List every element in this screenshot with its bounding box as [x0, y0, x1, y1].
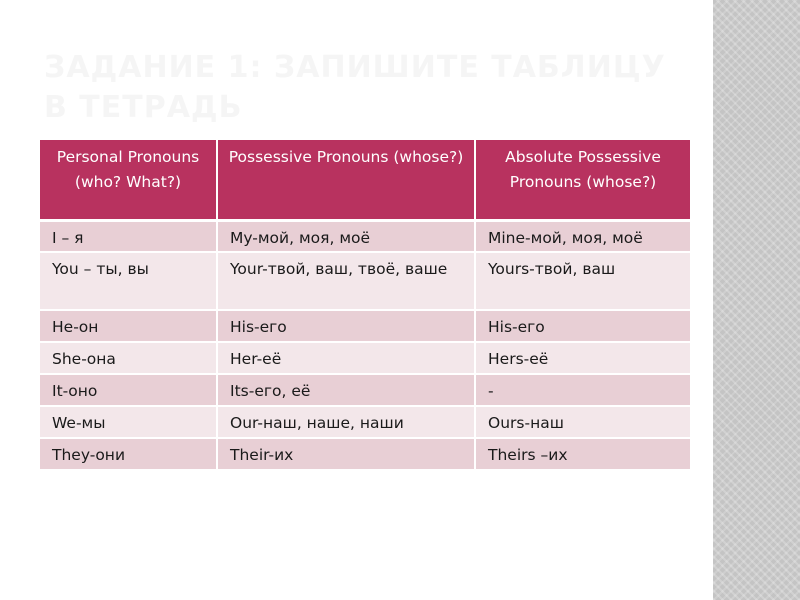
header-personal-pronouns: Personal Pronouns (who? What?) — [40, 140, 217, 220]
personal-cell: It-оно — [40, 374, 217, 406]
absolute-possessive-cell: Theirs –их — [475, 438, 690, 470]
possessive-cell: Its-его, её — [217, 374, 475, 406]
absolute-possessive-cell: Yours-твой, ваш — [475, 252, 690, 310]
possessive-cell: Our-наш, наше, наши — [217, 406, 475, 438]
slide-title: ЗАДАНИЕ 1: ЗАПИШИТЕ ТАБЛИЦУ В ТЕТРАДЬ — [44, 50, 666, 125]
possessive-cell: My-мой, моя, моё — [217, 220, 475, 252]
possessive-cell: Your-твой, ваш, твоё, ваше — [217, 252, 475, 310]
absolute-possessive-cell: Hers-её — [475, 342, 690, 374]
header-possessive-pronouns: Possessive Pronouns (whose?) — [217, 140, 475, 220]
possessive-cell: His-его — [217, 310, 475, 342]
personal-cell: She-она — [40, 342, 217, 374]
personal-cell: They-они — [40, 438, 217, 470]
table-row — [40, 406, 690, 438]
possessive-cell: Their-их — [217, 438, 475, 470]
table-row — [40, 252, 690, 310]
table-row — [40, 438, 690, 470]
table-header-row — [40, 140, 690, 220]
table-row — [40, 310, 690, 342]
personal-cell: He-он — [40, 310, 217, 342]
table-row — [40, 342, 690, 374]
table-row — [40, 220, 690, 252]
absolute-possessive-cell: His-его — [475, 310, 690, 342]
personal-cell: You – ты, вы — [40, 252, 217, 310]
pronouns-table — [40, 140, 690, 471]
absolute-possessive-cell: Mine-мой, моя, моё — [475, 220, 690, 252]
header-absolute-possessive-pronouns: Absolute Possessive Pronouns (whose?) — [475, 140, 690, 220]
absolute-possessive-cell: Ours-наш — [475, 406, 690, 438]
personal-cell: I – я — [40, 220, 217, 252]
absolute-possessive-cell: - — [475, 374, 690, 406]
personal-cell: We-мы — [40, 406, 217, 438]
decorative-side-pattern — [713, 0, 800, 600]
possessive-cell: Her-её — [217, 342, 475, 374]
table-row — [40, 374, 690, 406]
